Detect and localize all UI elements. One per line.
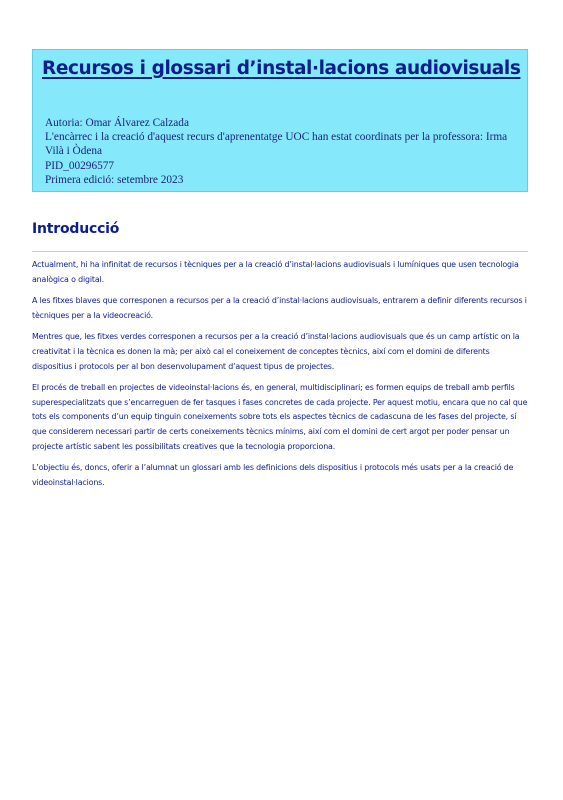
paragraph: L’objectiu és, doncs, oferir a l’alumnat un glossari amb les definicions dels dispositius i protocols més usats per a la creació de videoinstal·lacions. [32, 463, 514, 487]
author-line: Autoria: Omar Álvarez Calzada [45, 117, 189, 129]
pid-line: PID_00296577 [45, 159, 115, 172]
section-heading: Introducció [32, 221, 120, 237]
title-banner [32, 49, 528, 192]
document-title: Recursos i glossari d’instal·lacions audiovisuals [42, 58, 521, 79]
edition-line: Primera edició: setembre 2023 [45, 173, 184, 186]
paragraph: El procés de treball en projectes de videoinstal·lacions és, en general, multidisciplinari; es formen equips de treball amb perfils superespecialitzats que s’encarreguen de fer tasques i fases concretes de cada projecte. Per aquest motiu, encara que no cal que tots els components d’un equip tinguin coneixements sobre tots els aspectes tècnics de cadascuna de les fases del projecte, sí que considerem necessari partir de certs coneixements tècnics mínims, així com el domini de cert argot per poder pensar un projecte artístic sabent les possibilitats creatives que la tecnologia proporciona. [32, 383, 528, 451]
introduction-body [32, 258, 532, 497]
paragraph: A les fitxes blaves que corresponen a recursos per a la creació d’instal·lacions audiovisuals, entrarem a definir diferents recursos i tècniques per a la videocreació. [32, 296, 527, 320]
paragraph: Actualment, hi ha infinitat de recursos i tècniques per a la creació d’instal·lacions audiovisuals i lumíniques que usen tecnologia analògica o digital. [32, 260, 519, 284]
section-divider [32, 251, 528, 252]
document-metadata [45, 116, 523, 187]
commission-line: L'encàrrec i la creació d'aquest recurs d'aprenentatge UOC han estat coordinats per la professora: Irma Vilà i Òdena [45, 131, 508, 158]
paragraph: Mentres que, les fitxes verdes corresponen a recursos per a la creació d’instal·lacions audiovisuals que és un camp artístic on la creativitat i la tècnica es donen la mà; per això cal el coneixement de conceptes tècnics, així com el domini de diferents dispositius i protocols per al bon desenvolupament d’aquest tipus de projectes. [32, 332, 520, 371]
